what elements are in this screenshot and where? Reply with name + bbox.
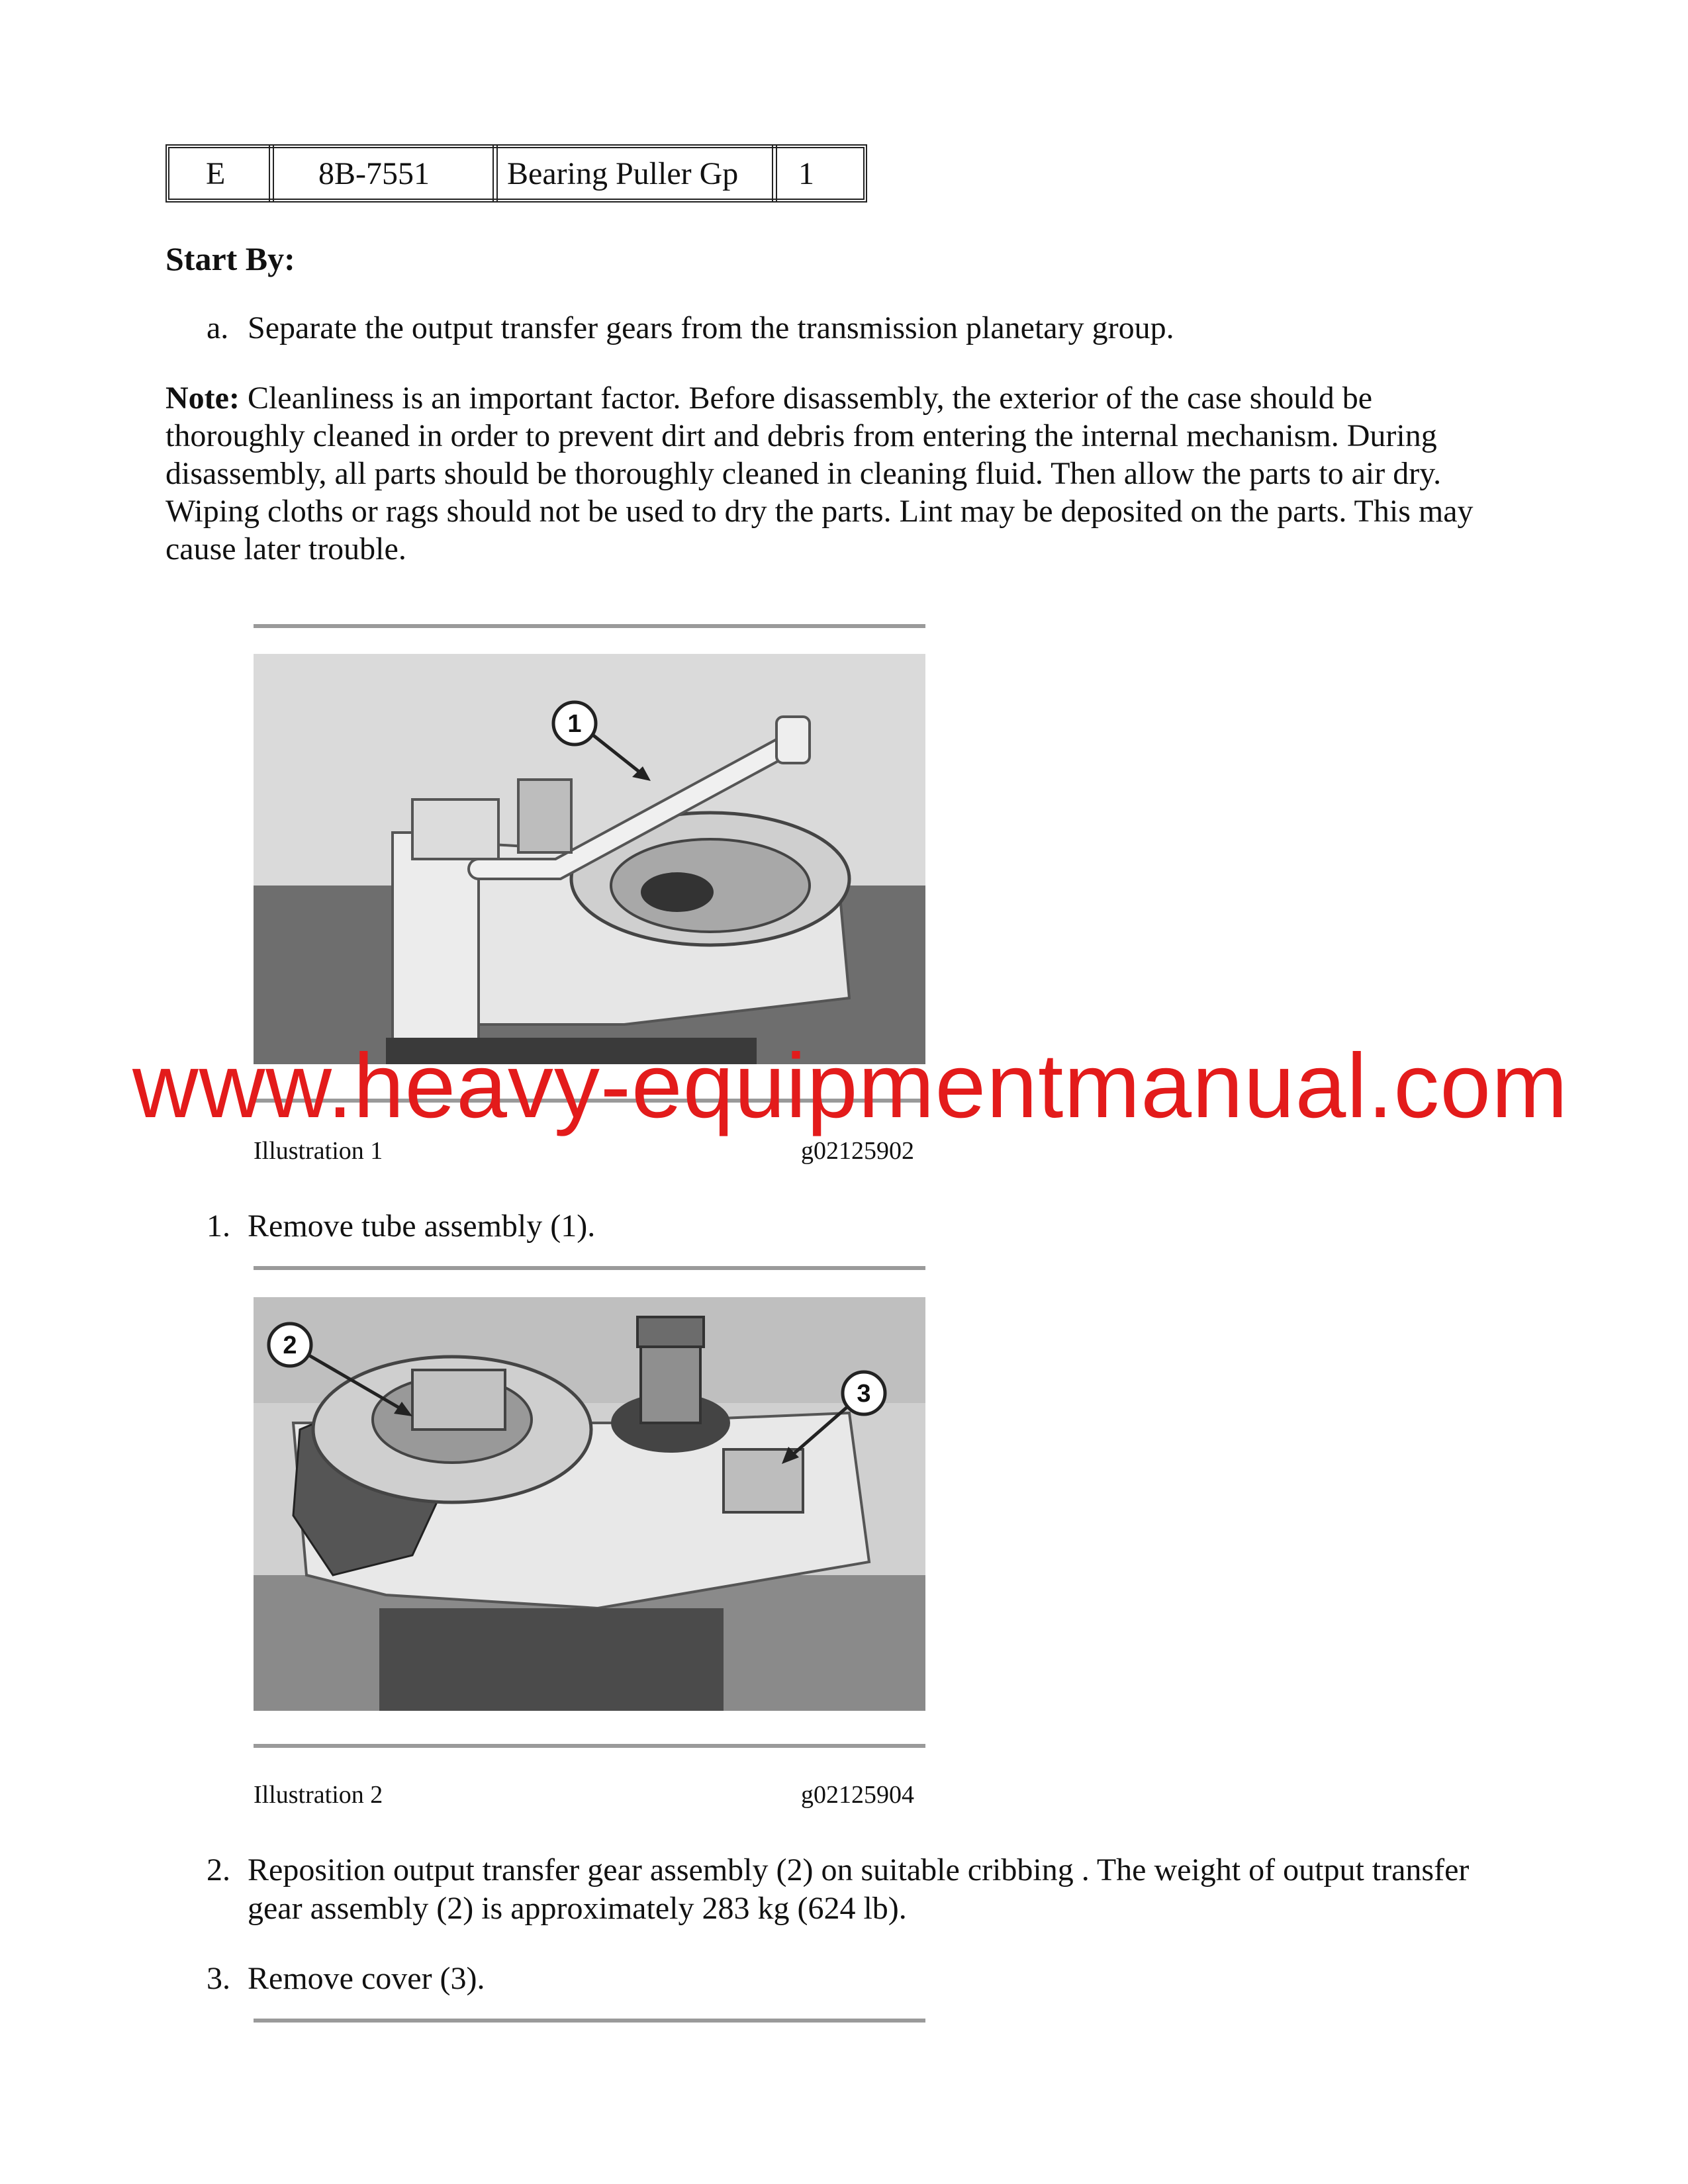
tool-item-cell: E: [206, 156, 226, 191]
step-3-marker: 3.: [207, 1961, 230, 1996]
watermark-url: www.heavy-equipmentmanual.com: [132, 1035, 1569, 1137]
tool-description-cell: Bearing Puller Gp: [507, 156, 739, 191]
callout-1: 1: [567, 710, 582, 738]
illustration-2-photo: [254, 1297, 925, 1711]
illustration-2-bottom-rule: [254, 1744, 925, 1748]
step-2-line2: gear assembly (2) is approximately 283 kg (624 lb).: [248, 1891, 907, 1926]
step-1-marker: 1.: [207, 1208, 230, 1244]
callout-3: 3: [857, 1380, 871, 1408]
step-3-text: Remove cover (3).: [248, 1961, 485, 1996]
table-divider: [492, 144, 498, 203]
step-2-line1: Reposition output transfer gear assembly (2) on suitable cribbing . The weight of output transfer: [248, 1852, 1470, 1888]
table-divider: [772, 144, 777, 203]
tools-table: [165, 144, 867, 203]
step-2-marker: 2.: [207, 1852, 230, 1888]
step-a-marker: a.: [207, 310, 229, 345]
note-text: Cleanliness is an important factor. Before disassembly, the exterior of the case should be thoroughly cleaned in order to prevent dirt and debris from entering the internal mechanism. During disassembly, all parts should be thoroughly cleaned in cleaning fluid. Then allow the parts to air dry. Wiping cloths or rags should not be used to dry the parts. Lint may be deposited on the parts. This may cause later trouble.: [165, 381, 1474, 567]
illustration-2-top-rule: [254, 1266, 925, 1270]
start-by-heading: Start By:: [165, 240, 295, 277]
step-1-text: Remove tube assembly (1).: [248, 1208, 596, 1244]
callout-2: 2: [283, 1332, 297, 1359]
illustration-2-caption: Illustration 2: [254, 1781, 383, 1809]
tool-qty-cell: 1: [798, 156, 814, 191]
illustration-3-top-rule: [254, 2019, 925, 2023]
note-label: Note:: [165, 381, 240, 416]
table-divider: [269, 144, 274, 203]
note-paragraph: [165, 379, 1503, 568]
illustration-1-caption: Illustration 1: [254, 1137, 383, 1165]
illustration-1-photo: [254, 654, 925, 1064]
illustration-1-code: g02125902: [801, 1137, 914, 1165]
illustration-1-top-rule: [254, 624, 925, 628]
illustration-2-code: g02125904: [801, 1781, 914, 1809]
step-a-text: Separate the output transfer gears from the transmission planetary group.: [248, 310, 1174, 345]
tool-part-number-cell: 8B-7551: [318, 156, 430, 191]
